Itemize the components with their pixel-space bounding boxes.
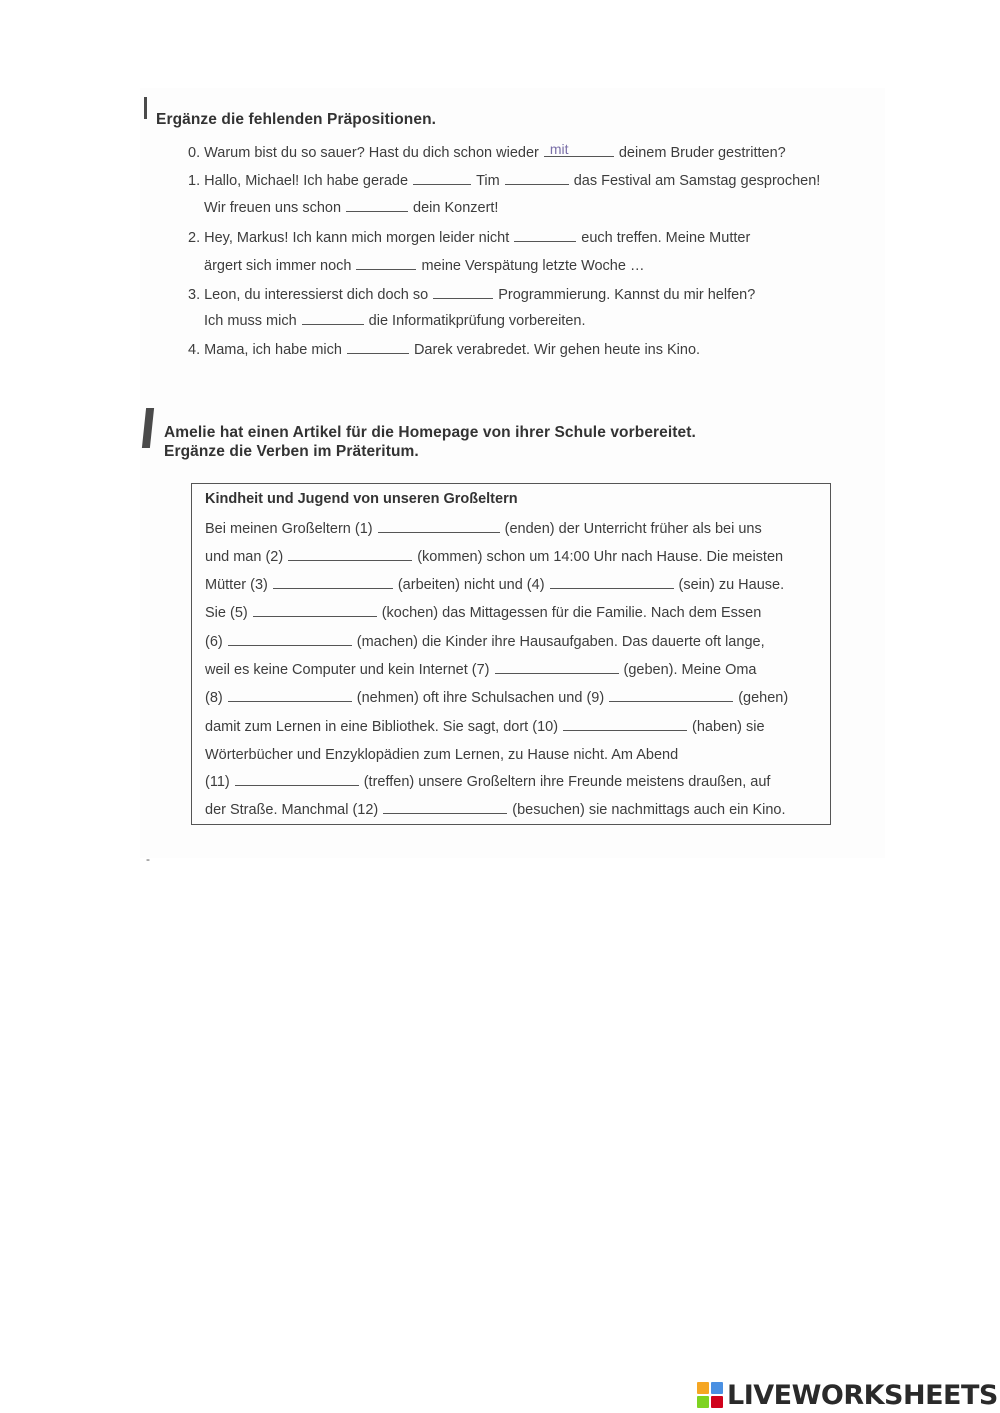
liveworksheets-logo bbox=[697, 1378, 998, 1412]
answer-blank[interactable] bbox=[505, 172, 569, 185]
article-line-9: Wörterbücher und Enzyklopädien zum Lernen, zu Hause nicht. Am Abend bbox=[205, 747, 679, 763]
exercise2-heading-line2: Ergänze die Verben im Präteritum. bbox=[164, 443, 419, 460]
answer-blank-6[interactable] bbox=[228, 633, 352, 646]
answer-blank[interactable] bbox=[302, 312, 364, 325]
section-marker bbox=[144, 97, 147, 119]
answer-blank[interactable] bbox=[356, 257, 416, 270]
article-line-6: weil es keine Computer und kein Internet (7) (geben). Meine Oma bbox=[205, 662, 757, 678]
answer-blank-1[interactable] bbox=[378, 520, 500, 533]
answer-blank-10[interactable] bbox=[563, 718, 687, 731]
article-line-11: der Straße. Manchmal (12) (besuchen) sie nachmittags auch ein Kino. bbox=[205, 802, 786, 818]
article-line-2: und man (2) (kommen) schon um 14:00 Uhr nach Hause. Die meisten bbox=[205, 549, 784, 565]
answer-blank-5[interactable] bbox=[253, 604, 377, 617]
answer-blank[interactable] bbox=[346, 199, 408, 212]
answer-blank-7[interactable] bbox=[495, 661, 619, 674]
article-line-10: (11) (treffen) unsere Großeltern ihre Freunde meistens draußen, auf bbox=[205, 774, 771, 790]
exercise2-heading-line1: Amelie hat einen Artikel für die Homepage von ihrer Schule vorbereitet. bbox=[164, 424, 696, 441]
answer-blank[interactable] bbox=[347, 341, 409, 354]
exercise1-line-1b: Wir freuen uns schon dein Konzert! bbox=[204, 200, 499, 216]
logo-text: LIVEWORKSHEETS bbox=[727, 1379, 998, 1411]
exercise1-line-3: 3. Leon, du interessierst dich doch so Programmierung. Kannst du mir helfen? bbox=[188, 287, 756, 303]
article-line-5: (6) (machen) die Kinder ihre Hausaufgaben. Das dauerte oft lange, bbox=[205, 634, 765, 650]
article-title: Kindheit und Jugend von unseren Großeltern bbox=[205, 491, 518, 507]
exercise1-line-0: 0. Warum bist du so sauer? Hast du dich schon wieder mit deinem Bruder gestritten? bbox=[188, 141, 786, 161]
exercise1-heading: Ergänze die fehlenden Präpositionen. bbox=[156, 111, 437, 128]
article-line-1: Bei meinen Großeltern (1) (enden) der Unterricht früher als bei uns bbox=[205, 521, 762, 537]
liveworksheets-logo-icon bbox=[697, 1382, 723, 1408]
answer-blank-12[interactable] bbox=[383, 801, 507, 814]
exercise1-line-4: 4. Mama, ich habe mich Darek verabredet. Wir gehen heute ins Kino. bbox=[188, 342, 701, 358]
answer-blank[interactable] bbox=[433, 286, 493, 299]
article-line-8: damit zum Lernen in eine Bibliothek. Sie sagt, dort (10) (haben) sie bbox=[205, 719, 765, 735]
exercise1-line-2b: ärgert sich immer noch meine Verspätung letzte Woche … bbox=[204, 258, 645, 274]
exercise1-line-1: 1. Hallo, Michael! Ich habe gerade Tim das Festival am Samstag gesprochen! bbox=[188, 173, 821, 189]
answer-blank-9[interactable] bbox=[609, 689, 733, 702]
article-line-4: Sie (5) (kochen) das Mittagessen für die Familie. Nach dem Essen bbox=[205, 605, 762, 621]
answer-blank-8[interactable] bbox=[228, 689, 352, 702]
scan-artifact: - bbox=[146, 852, 150, 866]
answer-blank-3[interactable] bbox=[273, 576, 393, 589]
answer-blank-11[interactable] bbox=[235, 773, 359, 786]
answer-blank-4[interactable] bbox=[550, 576, 674, 589]
article-line-3: Mütter (3) (arbeiten) nicht und (4) (sein) zu Hause. bbox=[205, 577, 785, 593]
answer-blank[interactable] bbox=[514, 229, 576, 242]
exercise1-line-3b: Ich muss mich die Informatikprüfung vorbereiten. bbox=[204, 313, 586, 329]
answer-blank[interactable] bbox=[413, 172, 471, 185]
article-line-7: (8) (nehmen) oft ihre Schulsachen und (9) (gehen) bbox=[205, 690, 789, 706]
answer-blank[interactable]: mit bbox=[544, 144, 614, 157]
exercise1-line-2: 2. Hey, Markus! Ich kann mich morgen leider nicht euch treffen. Meine Mutter bbox=[188, 230, 751, 246]
answer-blank-2[interactable] bbox=[288, 548, 412, 561]
